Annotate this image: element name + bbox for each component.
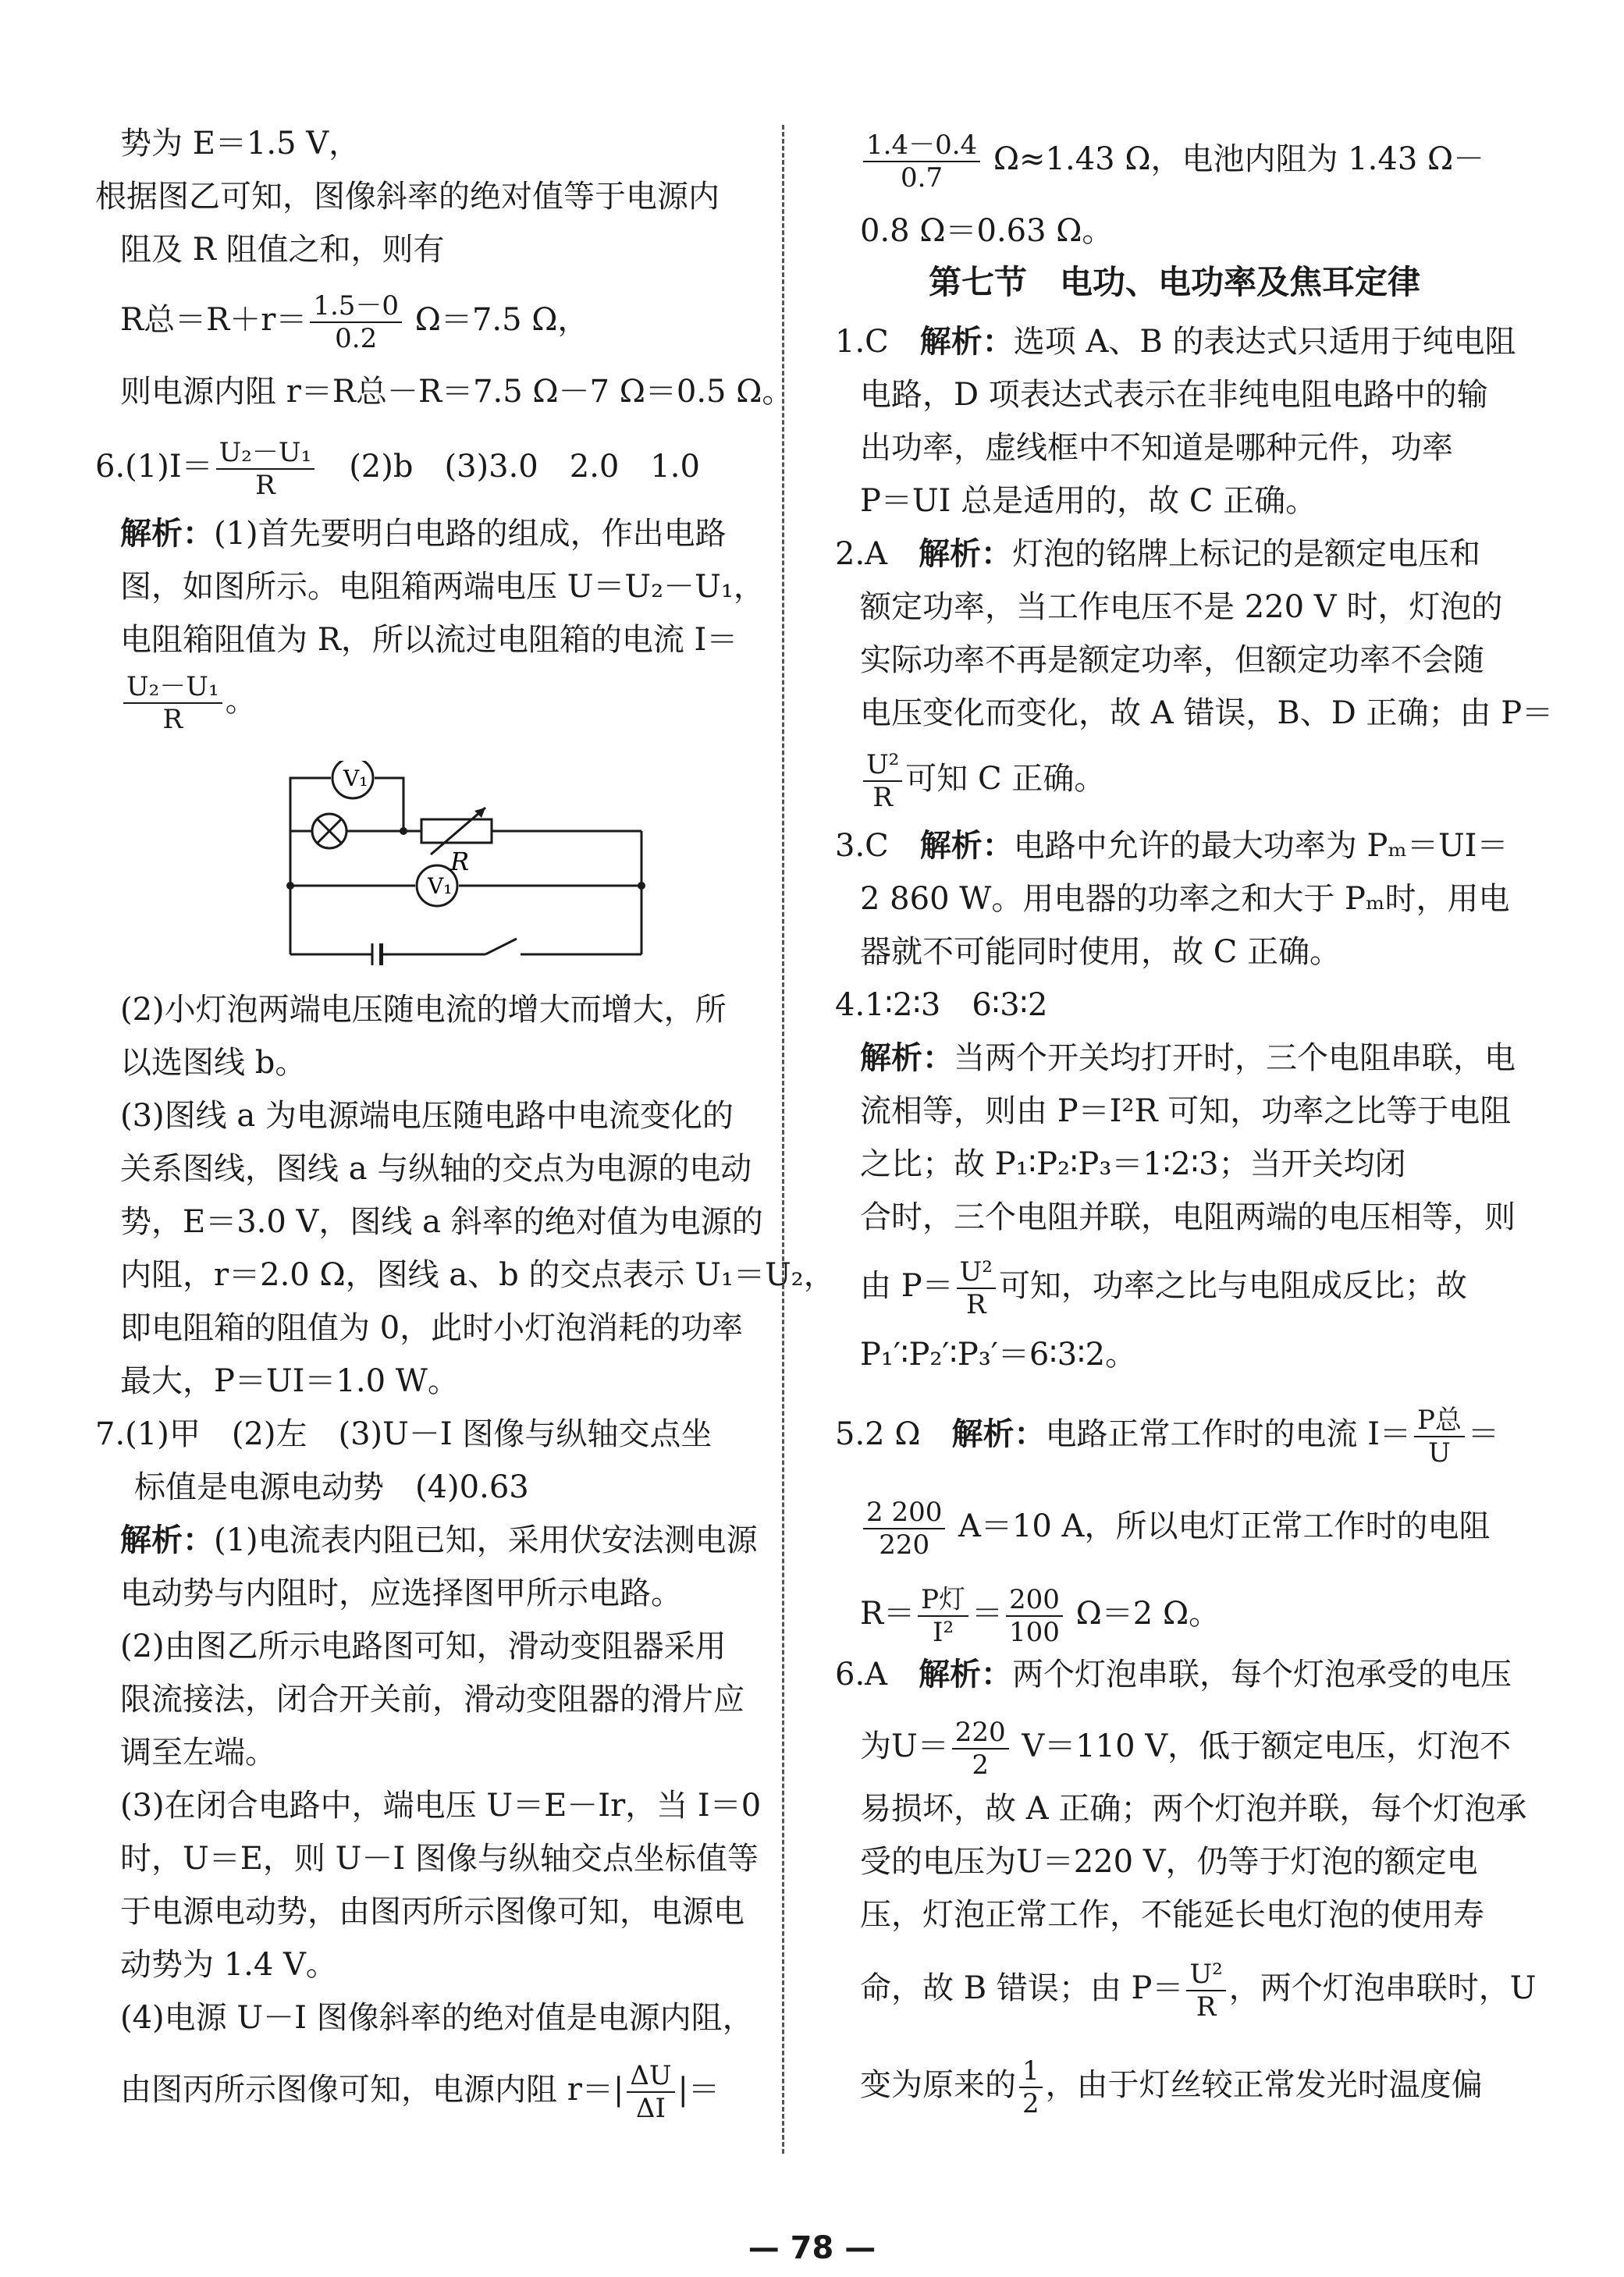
text-line: 关系图线，图线 a 与纵轴的交点为电源的电动 [120, 1151, 752, 1187]
text-line: 图，如图所示。电阻箱两端电压 U＝U₂－U₁， [120, 569, 765, 605]
text-line: 时，U＝E，则 U－I 图像与纵轴交点坐标值等 [120, 1841, 759, 1877]
text-line: 根据图乙可知，图像斜率的绝对值等于电源内 [95, 179, 720, 215]
text-line: 限流接法，闭合开关前，滑动变阻器的滑片应 [120, 1682, 744, 1718]
text-line: 器就不可能同时使用，故 C 正确。 [860, 934, 1341, 970]
formula-line: R＝ $\frac{\text{P灯}}{\text{I²}}$ ＝ $\frac{200}{100}$ Ω＝2 Ω。 [860, 1584, 1221, 1648]
text-line: 受的电压为U＝220 V，仍等于灯泡的额定电 [860, 1844, 1478, 1880]
text-line: 之比；故 P₁∶P₂∶P₃＝1∶2∶3；当开关均闭 [860, 1146, 1406, 1182]
text-line: (3)图线 a 为电源端电压随电路中电流变化的 [120, 1098, 734, 1134]
fraction: $\frac{1.5-0}{0.2}$ [310, 290, 402, 354]
formula-line: 变为原来的 $\frac{1}{2}$ ，由于灯丝较正常发光时温度偏 [860, 2055, 1483, 2119]
text-line: 内阻，r＝2.0 Ω，图线 a、b 的交点表示 U₁＝U₂， [120, 1257, 835, 1293]
text-line: 易损坏，故 A 正确；两个灯泡并联，每个灯泡承 [860, 1791, 1527, 1827]
text-line: 0.8 Ω＝0.63 Ω。 [860, 213, 1114, 249]
text-line: 电阻箱阻值为 R，所以流过电阻箱的电流 I＝ [120, 622, 738, 658]
text-line: 电压变化而变化，故 A 错误，B、D 正确；由 P＝ [860, 695, 1554, 731]
text-line: 势，E＝3.0 V，图线 a 斜率的绝对值为电源的 [120, 1204, 763, 1240]
voltmeter-label: V₁ [343, 766, 368, 791]
text-line: (2)小灯泡两端电压随电流的增大而增大，所 [120, 992, 727, 1028]
formula-line: 由图丙所示图像可知，电源内阻 r＝| $\frac{\Delta U}{\Delta I}$ |＝ [120, 2060, 720, 2124]
text-line: 解析：当两个开关均打开时，三个电阻串联，电 [860, 1039, 1516, 1076]
text-line: 电路，D 项表达式表示在非纯电阻电路中的输 [860, 377, 1488, 413]
answer-7: 7.(1)甲 (2)左 (3)U－I 图像与纵轴交点坐 [95, 1416, 712, 1452]
text-line: 流相等，则由 P＝I²R 可知，功率之比等于电阻 [860, 1093, 1512, 1129]
text-line: 势为 E＝1.5 V， [120, 126, 361, 162]
voltmeter-label: V₁ [428, 873, 453, 899]
text-line: 出功率，虚线框中不知道是哪种元件，功率 [860, 430, 1453, 466]
text-line: 解析：(1)首先要明白电路的组成，作出电路 [120, 515, 727, 552]
formula-line: $\frac{\text{U₂－U₁}}{R}$ 。 [120, 671, 257, 735]
answer-6: 6.(1)I＝ $\frac{\text{U₂－U₁}}{R}$ (2)b (3)3.0 2.0 1.0 [95, 437, 700, 501]
text-line: 电动势与内阻时，应选择图甲所示电路。 [120, 1575, 682, 1611]
text-line: 2 860 W。用电器的功率之和大于 Pₘ时，用电 [860, 881, 1510, 917]
resistor-label: R [450, 847, 470, 876]
text-line: 标值是电源电动势 (4)0.63 [134, 1469, 529, 1505]
answer-4: 4.1∶2∶3 6∶3∶2 [835, 987, 1048, 1023]
text-line: (3)在闭合电路中，端电压 U＝E－Ir，当 I＝0 [120, 1788, 762, 1824]
formula-line: 由 P＝ $\frac{\text{U²}}{R}$ 可知，功率之比与电阻成反比；故 [860, 1256, 1467, 1320]
answer-1: 1.C 解析：选项 A、B 的表达式只适用于纯电阻 [835, 323, 1516, 360]
text-line: P₁′∶P₂′∶P₃′＝6∶3∶2。 [860, 1337, 1137, 1373]
text-line: 以选图线 b。 [120, 1045, 307, 1081]
answer-3: 3.C 解析：电路中允许的最大功率为 Pₘ＝UI＝ [835, 827, 1509, 864]
text-line: 额定功率，当工作电压不是 220 V 时，灯泡的 [860, 589, 1503, 625]
text-line: 实际功率不再是额定功率，但额定功率不会随 [860, 642, 1484, 678]
text-line: 解析：(1)电流表内阻已知，采用伏安法测电源 [120, 1522, 758, 1558]
answer-6: 6.A 解析：两个灯泡串联，每个灯泡承受的电压 [835, 1656, 1512, 1693]
text-line: 合时，三个电阻并联，电阻两端的电压相等，则 [860, 1199, 1516, 1235]
formula-line: R总＝R＋r＝ $\frac{1.5-0}{0.2}$ Ω＝7.5 Ω， [120, 290, 589, 354]
text-line: (2)由图乙所示电路图可知，滑动变阻器采用 [120, 1629, 727, 1664]
right-column [835, 0, 1554, 2154]
text-line: 调至左端。 [120, 1735, 276, 1771]
section-title: 第七节 电功、电功率及焦耳定律 [929, 263, 1421, 301]
answer-2: 2.A 解析：灯泡的铭牌上标记的是额定电压和 [835, 535, 1481, 572]
formula-line: $\frac{2 200}{220}$ A＝10 A，所以电灯正常工作时的电阻 [860, 1497, 1490, 1561]
text-line: 压，灯泡正常工作，不能延长电灯泡的使用寿 [860, 1897, 1484, 1933]
circuit-diagram [283, 761, 657, 975]
formula-line: $\frac{1.4-0.4}{0.7}$ Ω≈1.43 Ω，电池内阻为 1.43 Ω－ [860, 130, 1484, 194]
formula-line: 命，故 B 错误；由 P＝ $\frac{\text{U²}}{R}$ ，两个灯泡串联时，U [860, 1959, 1537, 2023]
text-line: 阻及 R 阻值之和，则有 [120, 232, 445, 268]
text-line: 最大，P＝UI＝1.0 W。 [120, 1363, 459, 1399]
text-line: 则电源内阻 r＝R总－R＝7.5 Ω－7 Ω＝0.5 Ω。 [120, 374, 794, 410]
answer-5: 5.2 Ω 解析：电路正常工作时的电流 I＝ $\frac{\text{P总}}{U}$ ＝ [835, 1405, 1499, 1469]
formula-line: 为U＝ $\frac{220}{2}$ V＝110 V，低于额定电压，灯泡不 [860, 1717, 1512, 1781]
text-line: (4)电源 U－I 图像斜率的绝对值是电源内阻， [120, 2000, 754, 2036]
text-line: 即电阻箱的阻值为 0，此时小灯泡消耗的功率 [120, 1310, 744, 1346]
text-line: P＝UI 总是适用的，故 C 正确。 [860, 483, 1317, 519]
text-line: 于电源电动势，由图丙所示图像可知，电源电 [120, 1894, 744, 1930]
page-number: — 78 — [748, 2230, 876, 2266]
formula-line: $\frac{\text{U²}}{R}$ 可知 C 正确。 [860, 749, 1105, 813]
text-line: 动势为 1.4 V。 [120, 1947, 337, 1983]
left-column [95, 0, 835, 2154]
column-divider [782, 125, 784, 2154]
